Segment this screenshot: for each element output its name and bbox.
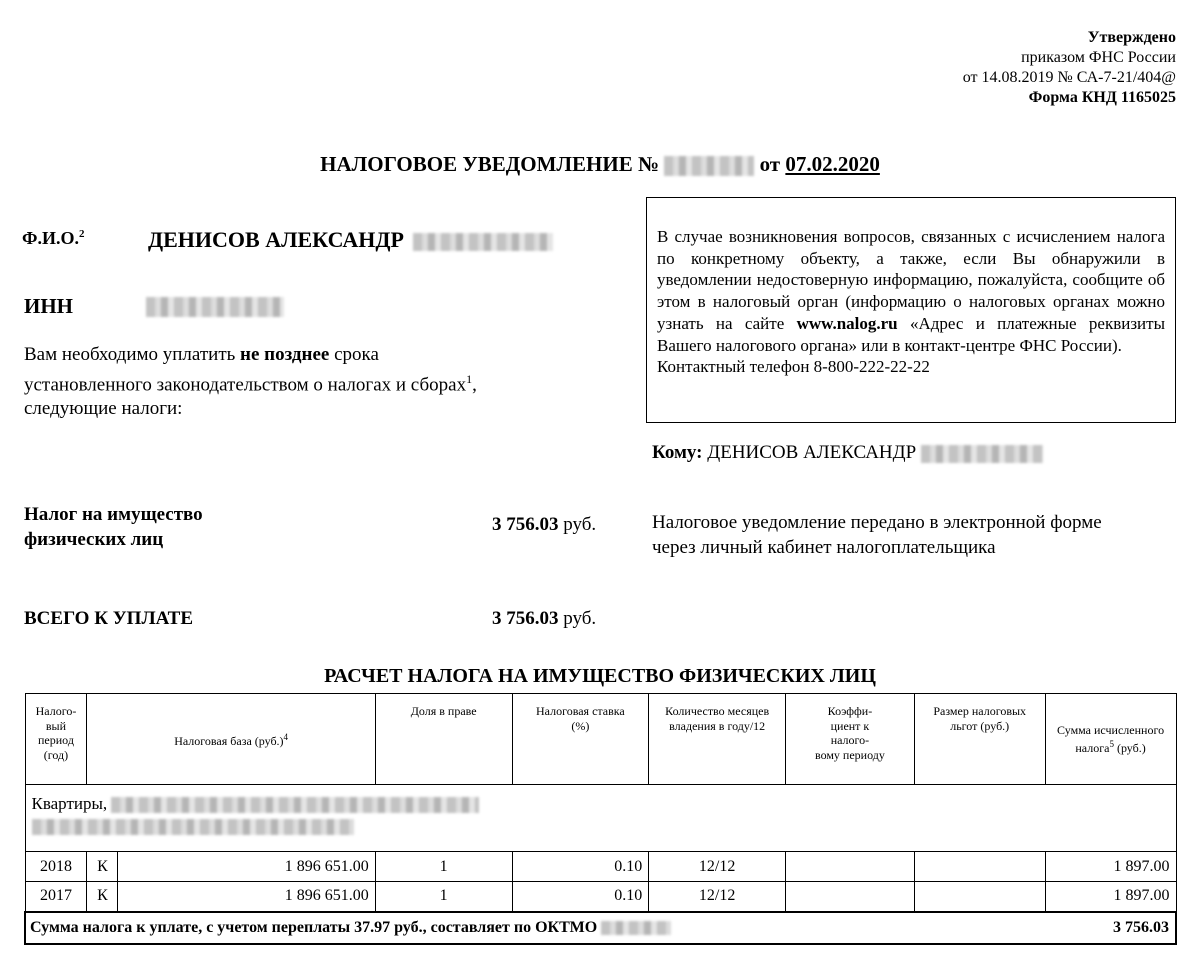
intro-part2: срока — [329, 344, 379, 365]
header-coef-4: вому периоду — [814, 747, 885, 762]
header-months — [649, 694, 786, 785]
row-months: 12/12 — [649, 882, 786, 912]
recipient — [652, 442, 1043, 464]
intro-line2-end: , — [472, 374, 477, 396]
footer-text: Сумма налога к уплате, с учетом переплаты 37.97 руб., составляет по ОКТМО — [30, 918, 598, 936]
header-period-4: (год) — [43, 747, 69, 762]
tax-name-line2: физических лиц — [24, 529, 164, 550]
fio-value-text: ДЕНИСОВ АЛЕКСАНДР — [148, 227, 404, 252]
intro-bold: не позднее — [240, 344, 330, 365]
row-code: К — [87, 882, 118, 912]
footer-amount: 3 756.03 — [1045, 912, 1176, 944]
tax-name — [24, 502, 203, 552]
approved-line1: Утверждено — [1087, 29, 1176, 46]
row-benefit — [914, 882, 1045, 912]
header-sum-sup: 5 — [1109, 739, 1114, 749]
calc-table — [24, 693, 1177, 945]
fio-label-text: Ф.И.О. — [22, 228, 79, 248]
row-base: 1 896 651.00 — [118, 882, 375, 912]
header-benefit-1: Размер налоговых — [933, 704, 1027, 718]
recipient-value: ДЕНИСОВ АЛЕКСАНДР — [707, 442, 917, 463]
intro-part1: Вам необходимо уплатить — [24, 344, 241, 365]
row-year: 2017 — [25, 882, 87, 912]
redacted-address-1 — [111, 797, 479, 813]
header-period — [25, 694, 87, 785]
header-base-text: Налоговая база (руб.) — [174, 733, 284, 748]
nalog-site-link[interactable]: www.nalog.ru — [796, 313, 898, 333]
total-label: ВСЕГО К УПЛАТЕ — [24, 608, 194, 629]
info-box-text: В случае возникновения вопросов, связанных с исчислением налога по конкретному объекту, а также, если Вы обнаружили в уведомлении недостоверную информацию, пожалуйста, сообщите об этом в налоговый орган (информацию о налоговых органах можно узнать на сайте — [657, 227, 1165, 333]
fio-sup: 2 — [78, 228, 85, 240]
header-benefit-2: льгот (руб.) — [950, 718, 1010, 733]
fio-label — [22, 228, 84, 249]
intro-text — [24, 343, 614, 421]
delivery-note — [652, 510, 1102, 560]
recipient-label: Кому: — [652, 442, 703, 463]
approved-line2: приказом ФНС России — [1021, 49, 1176, 66]
delivery-line2: через личный кабинет налогоплательщика — [652, 537, 996, 558]
row-base: 1 896 651.00 — [118, 852, 375, 882]
row-share: 1 — [375, 882, 512, 912]
notice-date: 07.02.2020 — [785, 152, 880, 176]
table-row — [25, 852, 1176, 882]
header-months-2: владения в году/12 — [669, 718, 766, 733]
row-months: 12/12 — [649, 852, 786, 882]
header-rate-2: (%) — [571, 718, 590, 733]
row-rate: 0.10 — [512, 852, 649, 882]
total-currency: руб. — [563, 608, 597, 629]
redacted-oktmo — [601, 921, 671, 935]
fio-value — [148, 227, 553, 253]
header-share — [375, 694, 512, 785]
object-row — [25, 785, 1176, 852]
header-base-sup: 4 — [283, 731, 289, 742]
header-period-2: вый — [45, 718, 67, 733]
delivery-line1: Налоговое уведомление передано в электронной форме — [652, 512, 1102, 533]
row-coef — [786, 852, 915, 882]
redacted-fio — [413, 233, 553, 251]
row-sum: 1 897.00 — [1045, 882, 1176, 912]
info-box-text2: «Адрес и платежные реквизиты Вашего налогового органа» или в контакт-центре ФНС России). — [657, 313, 1165, 355]
page-title — [0, 152, 1200, 177]
table-row — [25, 882, 1176, 912]
total-amount-value: 3 756.03 — [492, 608, 559, 629]
row-coef — [786, 882, 915, 912]
header-sum-2: налога — [1075, 741, 1110, 755]
header-coef — [786, 694, 915, 785]
tax-currency: руб. — [563, 514, 597, 535]
redacted-inn — [146, 297, 284, 317]
row-year: 2018 — [25, 852, 87, 882]
header-rate-1: Налоговая ставка — [536, 704, 625, 718]
row-sum: 1 897.00 — [1045, 852, 1176, 882]
object-cell — [25, 785, 1176, 852]
header-months-1: Количество месяцев — [665, 704, 770, 718]
tax-name-line1: Налог на имущество — [24, 504, 203, 525]
header-coef-3: налого- — [830, 733, 870, 747]
header-period-1: Налого- — [35, 704, 77, 718]
footer-text-cell — [25, 912, 1045, 944]
object-label: Квартиры, — [31, 794, 108, 813]
header-coef-1: Коэффи- — [827, 704, 873, 718]
row-rate: 0.10 — [512, 882, 649, 912]
redacted-address-2 — [32, 819, 354, 835]
header-benefit — [914, 694, 1045, 785]
intro-line2: установленного законодательством о налогах и сборах — [24, 374, 467, 396]
title-from: от — [759, 152, 781, 176]
approved-line3: от 14.08.2019 № СА-7-21/404@ — [962, 69, 1176, 86]
form-code: Форма КНД 1165025 — [1028, 89, 1176, 106]
info-box — [646, 197, 1176, 423]
header-sum-3: (руб.) — [1113, 741, 1146, 755]
calc-title: РАСЧЕТ НАЛОГА НА ИМУЩЕСТВО ФИЗИЧЕСКИХ ЛИЦ — [324, 665, 876, 687]
header-period-3: период — [38, 733, 74, 747]
intro-line3: следующие налоги: — [24, 398, 183, 420]
intro-sup: 1 — [466, 372, 473, 386]
header-base — [87, 694, 375, 785]
header-sum-1: Сумма исчисленного — [1057, 722, 1165, 737]
row-share: 1 — [375, 852, 512, 882]
header-coef-2: циент к — [830, 718, 870, 733]
table-header — [25, 694, 1176, 785]
approval-stamp — [963, 28, 1176, 108]
row-benefit — [914, 852, 1045, 882]
tax-amount-value: 3 756.03 — [492, 514, 559, 535]
footer-row — [25, 912, 1176, 944]
header-rate — [512, 694, 649, 785]
redacted-recipient — [921, 445, 1043, 463]
contact-phone: Контактный телефон 8-800-222-22-22 — [657, 357, 930, 377]
header-share-text: Доля в праве — [410, 704, 477, 718]
total-amount — [492, 608, 596, 630]
header-sum — [1045, 694, 1176, 785]
row-code: К — [87, 852, 118, 882]
inn-label: ИНН — [24, 294, 74, 318]
title-prefix: НАЛОГОВОЕ УВЕДОМЛЕНИЕ № — [320, 152, 660, 176]
tax-amount — [492, 514, 596, 536]
redacted-number — [664, 156, 754, 176]
